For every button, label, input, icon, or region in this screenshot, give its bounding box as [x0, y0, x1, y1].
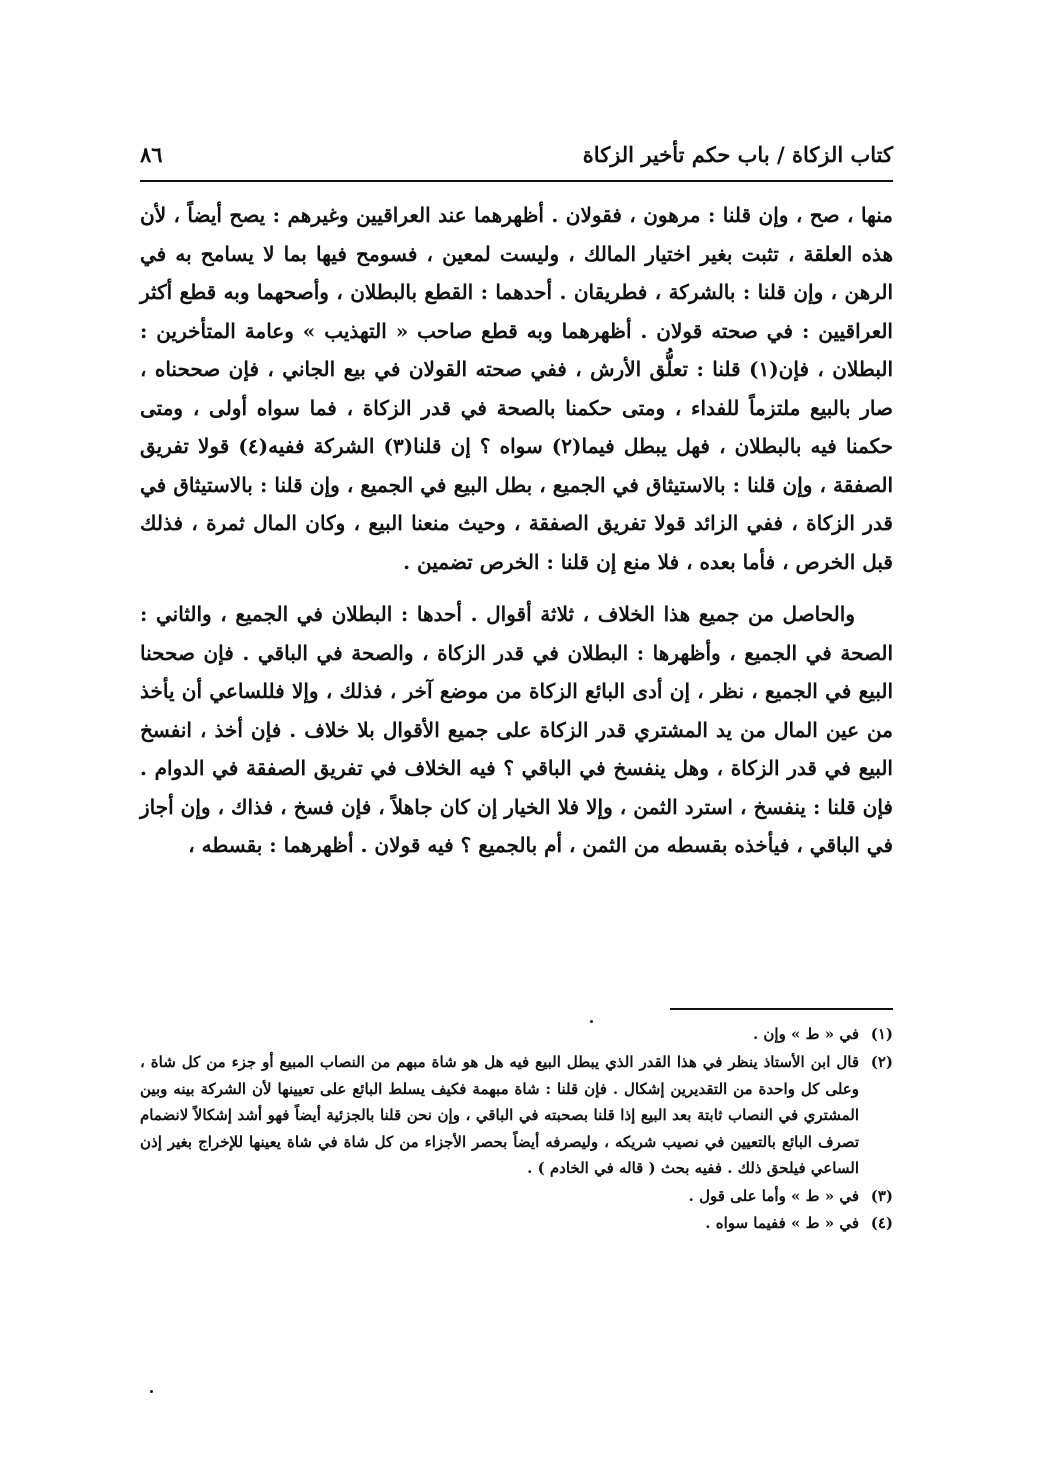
paragraph: والحاصل من جميع هذا الخلاف ، ثلاثة أقوال . أحدها : البطلان في الجميع ، والثاني : الصحة في الجميع ، وأظهرها : البطلان في قدر الزكاة ، والصحة في الباقي . فإن صححنا البيع في الجميع ، نظر ، إن أدى البائع الزكاة من موضع آخر ، فذلك ، وإلا فللساعي أن يأخذ من عين المال من يد المشتري قدر الزكاة على جميع الأقوال بلا خلاف . فإن أخذ ، انفسخ البيع في قدر الزكاة ، وهل ينفسخ في الباقي ؟ فيه الخلاف في تفريق الصفقة في الدوام . فإن قلنا : ينفسخ ، استرد الثمن ، وإلا فلا الخيار إن كان جاهلاً ، فإن فسخ ، فذاك ، وإن أجاز في الباقي ، فيأخذه بقسطه من الثمن ، أم بالجميع ؟ فيه قولان . أظهرهما : بقسطه ،: [140, 602, 893, 857]
footnote-number: (٣): [870, 1186, 893, 1205]
paragraph: منها ، صح ، وإن قلنا : مرهون ، فقولان . أظهرهما عند العراقيين وغيرهم : يصح أيضاً ، لأن هذه العلقة ، تثبت بغير اختيار المالك ، وليست لمعين ، فسومح فيها بما لا يسامح به في الرهن ، وإن قلنا : بالشركة ، فطريقان . أحدهما : القطع بالبطلان ، وأصحهما وبه قطع أكثر العراقيين : في صحته قولان . أظهرهما وبه قطع صاحب « التهذيب » وعامة المتأخرين : البطلان ، فإن(١) قلنا : تعلُّق الأرش ، ففي صحته القولان في بيع الجاني ، فإن صححناه ، صار بالبيع ملتزماً للفداء ، ومتى حكمنا بالصحة في قدر الزكاة ، فما سواه أولى ، ومتى حكمنا فيه بالبطلان ، فهل يبطل فيما(٢) سواه ؟ إن قلنا(٣) الشركة ففيه(٤) قولا تفريق الصفقة ، وإن قلنا : بالاستيثاق في الجميع ، بطل البيع في الجميع ، وإن قلنا : بالاستيثاق في قدر الزكاة ، ففي الزائد قولا تفريق الصفقة ، وحيث منعنا البيع ، وكان المال ثمرة ، فذلك قبل الخرص ، فأما بعده ، فلا منع إن قلنا : الخرص تضمين .: [140, 203, 894, 574]
footnote-number: (١): [870, 1025, 893, 1043]
footnote-text: قال ابن الأستاذ ينظر في هذا القدر الذي يبطل البيع فيه هل هو شاة مبهم من النصاب المبيع أو جزء من كل شاة ، وعلى كل واحدة من التقديرين إشكال . فإن قلنا : شاة مبهمة فكيف يسلط البائع على تعيينها لأن الشركة بينه وبين المشتري في النصاب ثابتة بعد البيع إذا قلنا بصحبته في الباقي ، وإن نحن قلنا بالجزئية أيضاً فهو أشد إشكالاً لانضمام تصرف البائع بالتعيين في نصيب شريكه ، وليصرفه أيضاً بحصر الأجزاء من كل شاة في شاة يعينها للإخراج بغير إذن الساعي فيلحق ذلك . ففيه بحث ( قاله في الخادم ) .: [140, 1053, 859, 1177]
footnote-number: (٢): [870, 1053, 893, 1071]
footnote-number: (٤): [870, 1213, 893, 1232]
header-rule: [140, 180, 893, 182]
footnote: [140, 1022, 893, 1047]
main-text: [140, 196, 893, 865]
footnote-text: في « ط » ففيما سواه .: [705, 1213, 859, 1232]
footnotes: [140, 1022, 893, 1236]
footnote-rule: [670, 1008, 893, 1010]
page-header: [140, 138, 893, 178]
footnote-text: في « ط » وإن .: [752, 1025, 859, 1043]
footnote-text: في « ط » وأما على قول .: [688, 1186, 859, 1205]
footnote: [140, 1184, 893, 1209]
print-speck: [150, 1390, 153, 1393]
page-number: ٨٦: [140, 142, 163, 167]
footnote: [140, 1049, 893, 1182]
footnote: [140, 1211, 893, 1236]
running-title: كتاب الزكاة / باب حكم تأخير الزكاة: [582, 142, 893, 167]
